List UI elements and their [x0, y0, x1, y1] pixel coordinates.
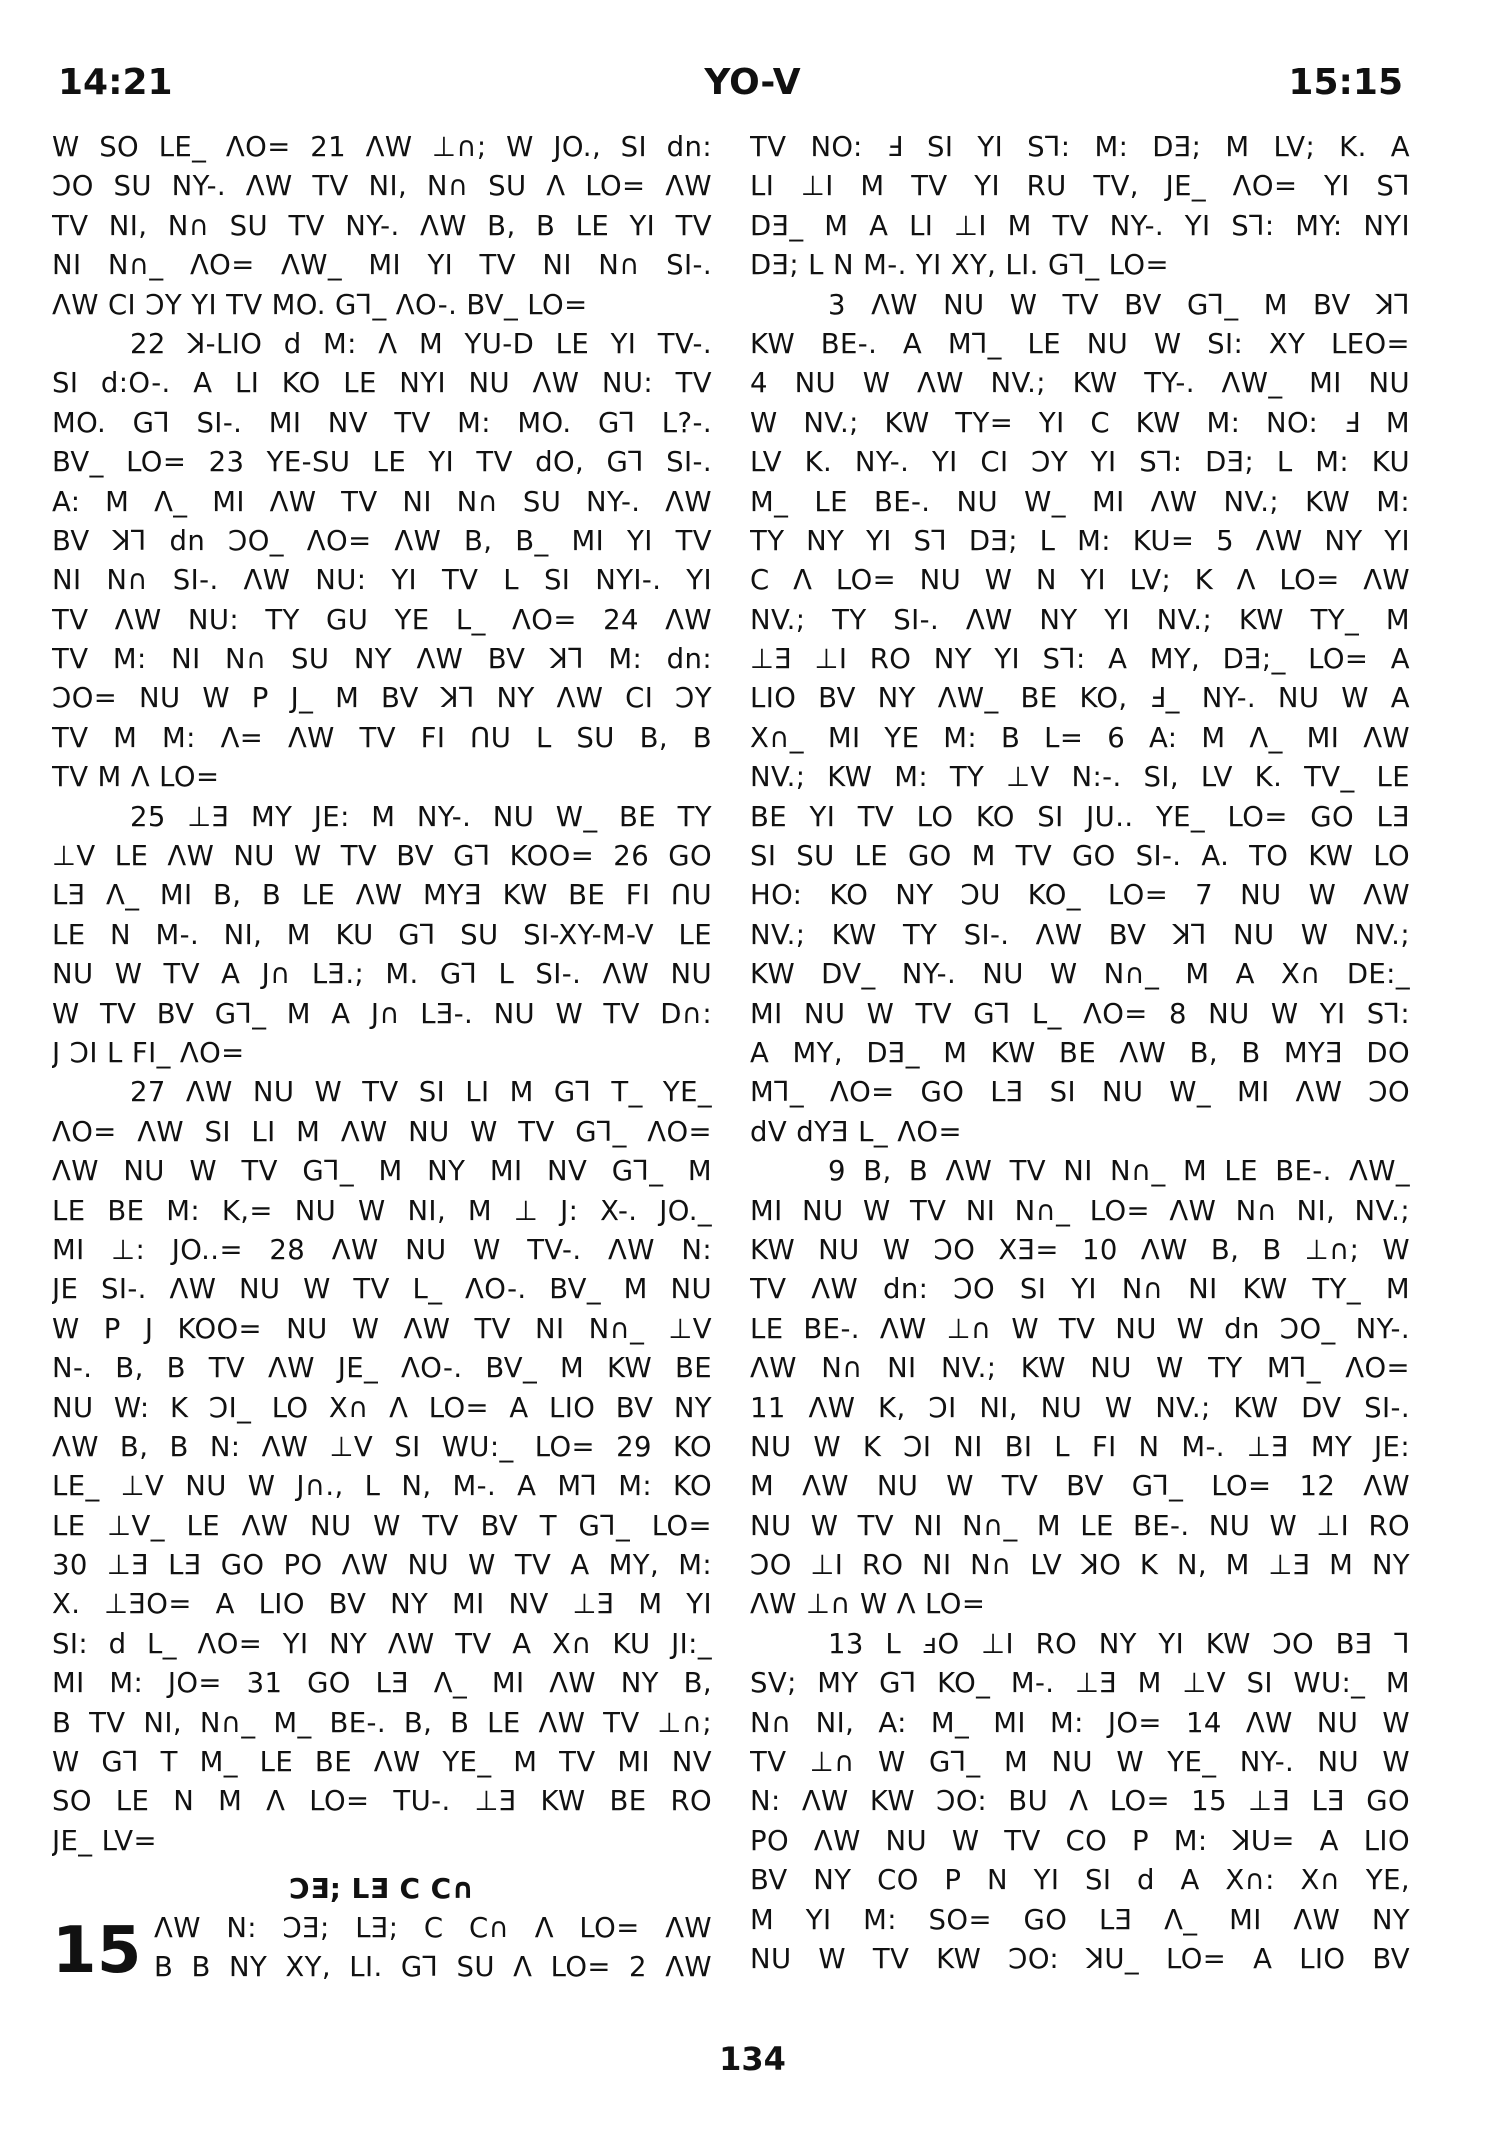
- text-line: NU W K ƆI NI BI L FI N M-. ⊥Ǝ MY JE:: [750, 1430, 1410, 1463]
- text-line: 4 NU W ΛW NV.; KW TY-. ΛW_ MI NU: [750, 367, 1410, 400]
- text-line: MI ⊥: JO..= 28 ΛW NU W TV-. ΛW N:: [52, 1233, 712, 1266]
- text-line: B B NY XY, LI. Gꓶ SU Λ LO= 2 ΛW: [154, 1950, 712, 1983]
- text-line: NV.; KW TY SI-. ΛW BV ꓘꓶ NU W NV.;: [750, 918, 1410, 951]
- text-line: ƆO ⊥I RO NI N∩ LV ꓘO K N, M ⊥Ǝ M NY: [750, 1549, 1410, 1582]
- text-line: ⊥Ǝ ⊥I RO NY YI Sꓶ: A MY, DƎ;_ LO= A: [750, 643, 1410, 676]
- text-line: TV ΛW dn: ƆO SI YI N∩ NI KW TY_ M: [750, 1273, 1410, 1306]
- text-line: M YI M: SO= GO LƎ Λ_ MI ΛW NY: [750, 1903, 1410, 1936]
- text-line: W SO LE_ ΛO= 21 ΛW ⊥∩; W JO., SI dn:: [52, 131, 712, 163]
- text-line: A MY, DƎ_ M KW BE ΛW B, B MYƎ DO: [750, 1036, 1410, 1069]
- chapter-opening: [52, 1909, 712, 1988]
- text-line: MI NU W TV Gꓶ L_ ΛO= 8 NU W YI Sꓶ:: [750, 997, 1410, 1030]
- text-line: NU W: K ƆI_ LO X∩ Λ LO= A LIO BV NY: [52, 1391, 712, 1424]
- right-column: [750, 128, 1410, 1979]
- running-head-book: YO-V: [704, 62, 801, 103]
- text-line: LE BE-. ΛW ⊥∩ W TV NU W dn ƆO_ NY-.: [750, 1312, 1410, 1345]
- text-line: 3 ΛW NU W TV BV Gꓶ_ M BV ꓘꓶ: [828, 288, 1410, 321]
- chapter-number: 15: [52, 1913, 142, 1988]
- text-line: 30 ⊥Ǝ LƎ GO PO ΛW NU W TV A MY, M:: [52, 1549, 712, 1582]
- text-line: BV_ LO= 23 YE-SU LE YI TV dO, Gꓶ SI-.: [52, 446, 712, 479]
- text-line: ΛW CI ƆY YI TV MO. Gꓶ_ ΛO-. BV_ LO=: [52, 288, 588, 321]
- text-line: ΛW NU W TV Gꓶ_ M NY MI NV Gꓶ_ M: [52, 1155, 712, 1188]
- text-line: LE N M-. NI, M KU Gꓶ SU SI-XY-M-V LE: [52, 918, 712, 951]
- text-line: MI M: JO= 31 GO LƎ Λ_ MI ΛW NY B,: [52, 1667, 712, 1700]
- text-line: X∩_ MI YE M: B L= 6 A: M Λ_ MI ΛW: [750, 721, 1410, 754]
- text-line: ΛW N: ƆƎ; LƎ; C C∩ Λ LO= ΛW: [154, 1911, 712, 1944]
- text-line: LV K. NY-. YI CI ƆY YI Sꓶ: DƎ; L M: KU: [750, 446, 1410, 479]
- text-line: J ƆI L FI_ ΛO=: [52, 1036, 245, 1069]
- text-line: A: M Λ_ MI ΛW TV NI N∩ SU NY-. ΛW: [52, 485, 712, 518]
- left-column: [52, 128, 712, 1987]
- text-line: JE SI-. ΛW NU W TV L_ ΛO-. BV_ M NU: [52, 1273, 712, 1306]
- text-line: BV NY CO P N YI SI d A X∩: X∩ YE,: [750, 1864, 1410, 1897]
- text-line: MO. Gꓶ SI-. MI NV TV M: MO. Gꓶ L?-.: [52, 406, 712, 439]
- text-line: JE_ LV=: [52, 1824, 157, 1857]
- text-line: DƎ; L N M-. YI XY, LI. Gꓶ_ LO=: [750, 249, 1169, 282]
- text-line: NU W TV A J∩ LƎ.; M. Gꓶ L SI-. ΛW NU: [52, 958, 712, 991]
- running-head-right: 15:15: [1288, 62, 1403, 103]
- text-line: NV.; TY SI-. ΛW NY YI NV.; KW TY_ M: [750, 603, 1410, 636]
- text-line: LIO BV NY ΛW_ BE KO, Ⅎ_ NY-. NU W A: [750, 682, 1410, 715]
- text-line: SO LE N M Λ LO= TU-. ⊥Ǝ KW BE RO: [52, 1785, 712, 1818]
- text-line: LE ⊥V_ LE ΛW NU W TV BV T Gꓶ_ LO=: [52, 1509, 712, 1542]
- text-line: TV M: NI N∩ SU NY ΛW BV ꓘꓶ M: dn:: [52, 643, 712, 676]
- text-line: N∩ NI, A: M_ MI M: JO= 14 ΛW NU W: [750, 1706, 1410, 1739]
- text-line: TV NO: Ⅎ SI YI Sꓶ: M: DƎ; M LV; K. A: [750, 131, 1410, 163]
- text-line: TV ΛW NU: TY GU YE L_ ΛO= 24 ΛW: [52, 603, 712, 636]
- text-line: ΛW ⊥∩ W Λ LO=: [750, 1588, 986, 1621]
- text-line: KW DV_ NY-. NU W N∩_ M A X∩ DE:_: [750, 958, 1410, 991]
- text-line: W TV BV Gꓶ_ M A J∩ LƎ-. NU W TV D∩:: [52, 997, 712, 1030]
- text-line: ΛW B, B N: ΛW ⊥V SI WU:_ LO= 29 KO: [52, 1430, 712, 1463]
- text-line: BE YI TV LO KO SI JU.. YE_ LO= GO LƎ: [750, 800, 1410, 833]
- text-line: M_ LE BE-. NU W_ MI ΛW NV.; KW M:: [750, 485, 1410, 518]
- text-line: TV ⊥∩ W Gꓶ_ M NU W YE_ NY-. NU W: [750, 1746, 1410, 1779]
- text-line: NU W TV KW ƆO: ꓘU_ LO= A LIO BV: [750, 1942, 1410, 1975]
- text-line: SI: d L_ ΛO= YI NY ΛW TV A X∩ KU JI:_: [52, 1627, 712, 1660]
- text-line: HO: KO NY ƆU KO_ LO= 7 NU W ΛW: [750, 879, 1410, 912]
- text-line: dV dYƎ L_ ΛO=: [750, 1115, 962, 1148]
- text-line: M ΛW NU W TV BV Gꓶ_ LO= 12 ΛW: [750, 1470, 1410, 1503]
- text-line: W NV.; KW TY= YI C KW M: NO: Ⅎ M: [750, 406, 1410, 439]
- text-line: MI NU W TV NI N∩_ LO= ΛW N∩ NI, NV.;: [750, 1194, 1410, 1227]
- text-line: LI ⊥I M TV YI RU TV, JE_ ΛO= YI Sꓶ: [750, 170, 1410, 203]
- text-line: BV ꓘꓶ dn ƆO_ ΛO= ΛW B, B_ MI YI TV: [52, 524, 712, 557]
- chapter-heading: ƆƎ; LƎ C C∩: [289, 1872, 475, 1906]
- text-line: ƆO= NU W P J_ M BV ꓘꓶ NY ΛW CI ƆY: [52, 682, 712, 715]
- text-line: 9 B, B ΛW TV NI N∩_ M LE BE-. ΛW_: [828, 1155, 1410, 1188]
- text-line: ΛW N∩ NI NV.; KW NU W TY Mꓶ_ ΛO=: [750, 1352, 1410, 1385]
- text-line: 25 ⊥Ǝ MY JE: M NY-. NU W_ BE TY: [130, 800, 712, 833]
- text-line: LƎ Λ_ MI B, B LE ΛW MYƎ KW BE FI ꓵU: [52, 879, 712, 912]
- text-line: SI d:O-. A LI KO LE NYI NU ΛW NU: TV: [52, 367, 712, 400]
- text-line: N: ΛW KW ƆO: BU Λ LO= 15 ⊥Ǝ LƎ GO: [750, 1785, 1410, 1818]
- text-line: B TV NI, N∩_ M_ BE-. B, B LE ΛW TV ⊥∩;: [52, 1706, 712, 1739]
- text-line: 13 L ⅎO ⊥I RO NY YI KW ƆO BƎ ꓶ: [828, 1627, 1410, 1660]
- text-line: X. ⊥ƎO= A LIO BV NY MI NV ⊥Ǝ M YI: [52, 1588, 712, 1621]
- text-line: NI N∩ SI-. ΛW NU: YI TV L SI NYI-. YI: [52, 564, 712, 597]
- text-line: NU W TV NI N∩_ M LE BE-. NU W ⊥I RO: [750, 1509, 1410, 1542]
- text-line: SI SU LE GO M TV GO SI-. A. TO KW LO: [750, 840, 1410, 873]
- text-line: ƆO SU NY-. ΛW TV NI, N∩ SU Λ LO= ΛW: [52, 170, 712, 203]
- text-line: LE BE M: K,= NU W NI, M ⊥ J: X-. JO._: [52, 1194, 712, 1227]
- page-number: 134: [719, 2040, 786, 2078]
- text-line: 22 ꓘ-LIO d M: Λ M YU-D LE YI TV-.: [130, 327, 712, 360]
- text-line: TV NI, N∩ SU TV NY-. ΛW B, B LE YI TV: [52, 209, 712, 242]
- text-line: LE_ ⊥V NU W J∩., L N, M-. A Mꓶ M: KO: [52, 1470, 712, 1503]
- text-line: KW NU W ƆO XƎ= 10 ΛW B, B ⊥∩; W: [750, 1233, 1410, 1266]
- text-line: 27 ΛW NU W TV SI LI M Gꓶ T_ YE_: [130, 1076, 712, 1109]
- text-line: ΛO= ΛW SI LI M ΛW NU W TV Gꓶ_ ΛO=: [52, 1115, 712, 1148]
- text-line: W Gꓶ T M_ LE BE ΛW YE_ M TV MI NV: [52, 1746, 712, 1779]
- text-line: NV.; KW M: TY ⊥V N:-. SI, LV K. TV_ LE: [750, 761, 1410, 794]
- text-line: ⊥V LE ΛW NU W TV BV Gꓶ KOO= 26 GO: [52, 840, 712, 873]
- running-head-left: 14:21: [58, 62, 173, 103]
- text-line: NI N∩_ ΛO= ΛW_ MI YI TV NI N∩ SI-.: [52, 249, 712, 282]
- text-line: C Λ LO= NU W N YI LV; K Λ LO= ΛW: [750, 564, 1410, 597]
- text-line: N-. B, B TV ΛW JE_ ΛO-. BV_ M KW BE: [52, 1352, 712, 1385]
- text-line: TV M M: Λ= ΛW TV FI ꓵU L SU B, B: [52, 721, 712, 754]
- text-line: SV; MY Gꓶ KO_ M-. ⊥Ǝ M ⊥V SI WU:_ M: [750, 1667, 1410, 1700]
- text-line: W P J KOO= NU W ΛW TV NI N∩_ ⊥V: [52, 1312, 712, 1345]
- text-line: TY NY YI Sꓶ DƎ; L M: KU= 5 ΛW NY YI: [750, 524, 1410, 557]
- text-line: Mꓶ_ ΛO= GO LƎ SI NU W_ MI ΛW ƆO: [750, 1076, 1410, 1109]
- text-line: KW BE-. A Mꓶ_ LE NU W SI: XY LEO=: [750, 327, 1410, 360]
- text-line: 11 ΛW K, ƆI NI, NU W NV.; KW DV SI-.: [750, 1391, 1410, 1424]
- text-line: DƎ_ M A LI ⊥I M TV NY-. YI Sꓶ: MY: NYI: [750, 209, 1410, 242]
- text-line: PO ΛW NU W TV CO P M: ꓘU= A LIO: [750, 1824, 1410, 1857]
- text-line: TV M Λ LO=: [52, 761, 220, 794]
